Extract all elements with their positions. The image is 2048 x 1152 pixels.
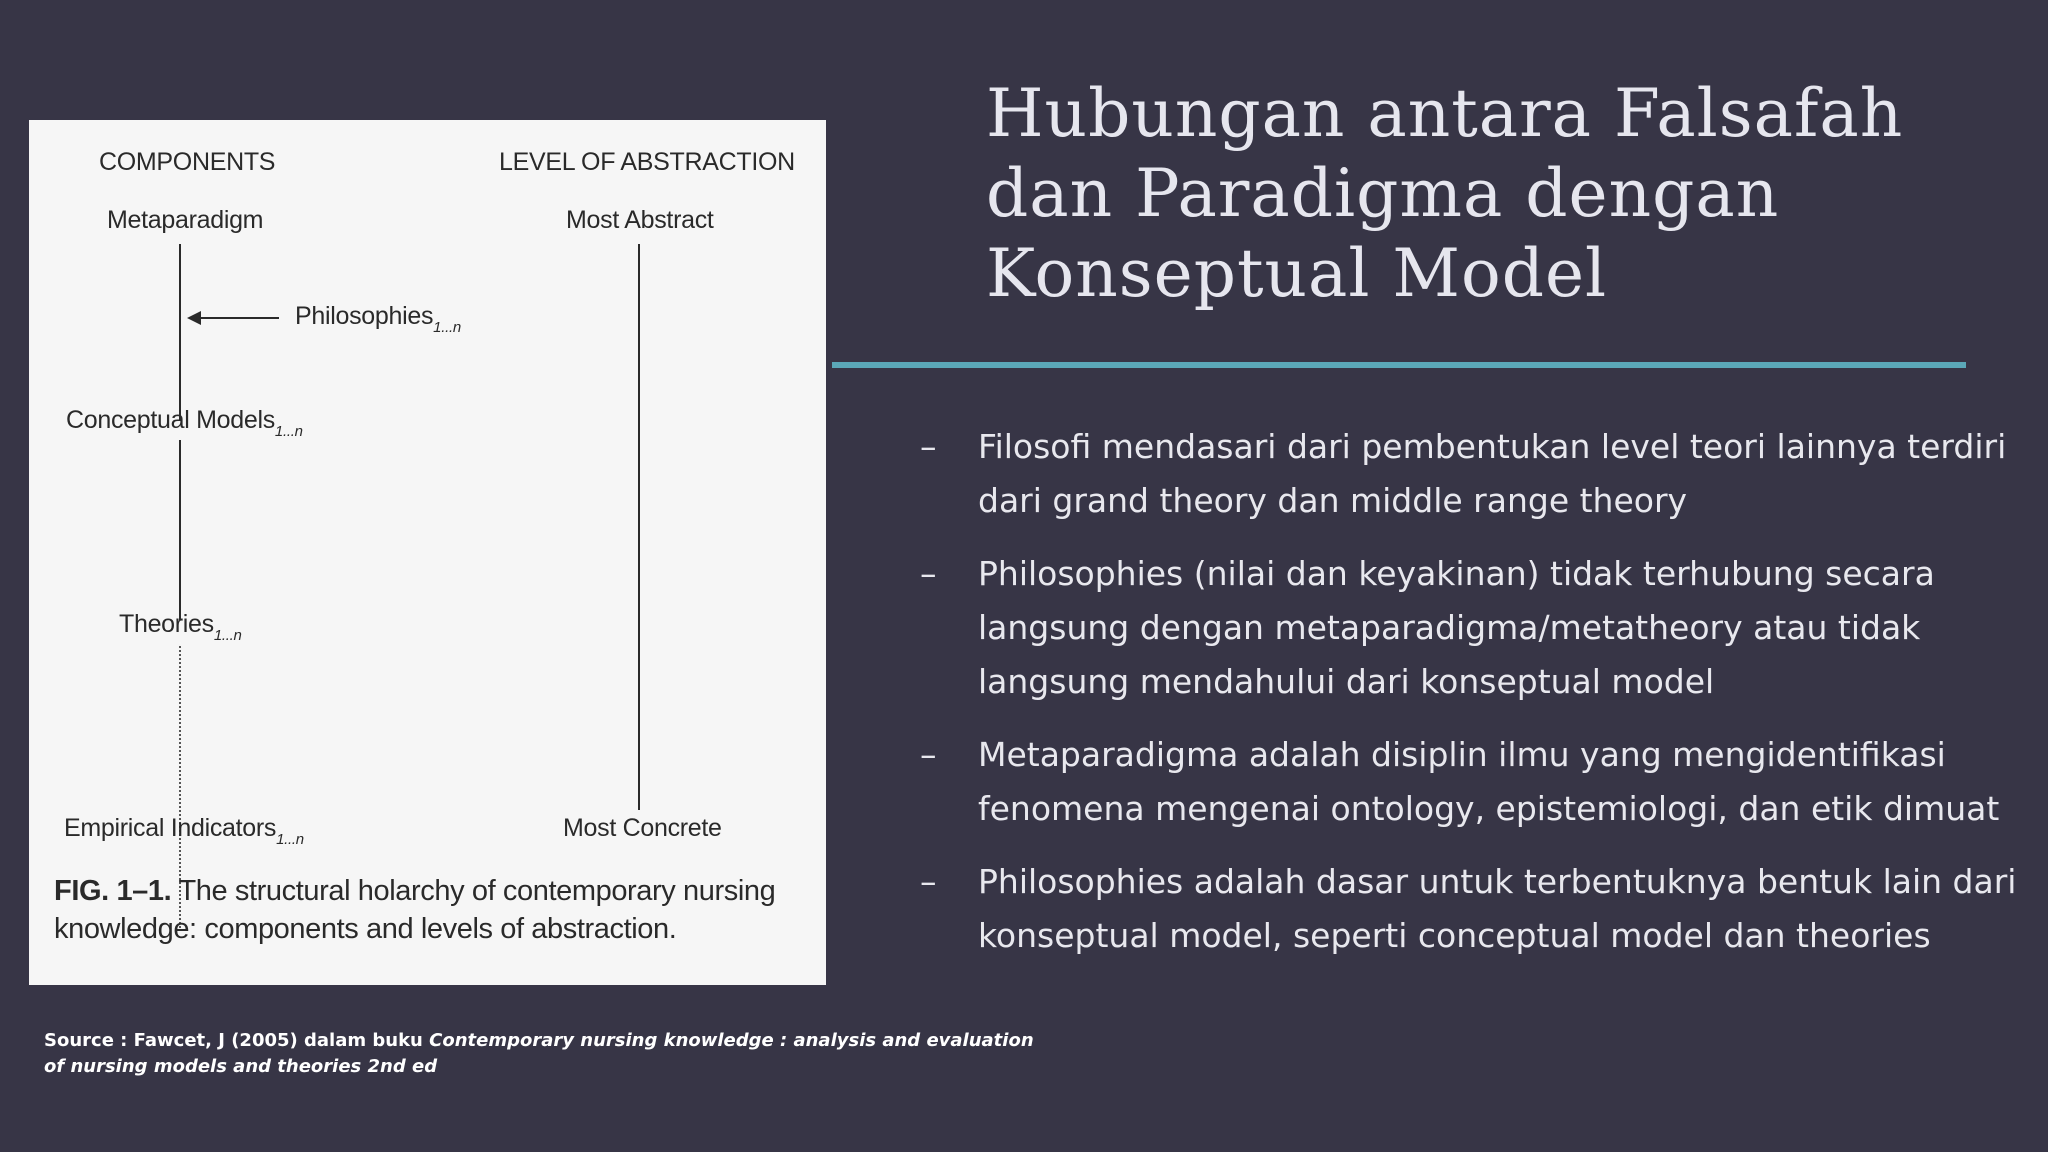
bullet-dash: – bbox=[920, 427, 937, 466]
bullet-dash: – bbox=[920, 862, 937, 901]
bullet-item bbox=[920, 728, 2020, 836]
bullet-list bbox=[920, 420, 2020, 982]
bullet-text: Metaparadigma adalah disiplin ilmu yang mengidentifikasi fenomena mengenai ontology, epistemiologi, dan etik dimuat bbox=[978, 735, 2000, 828]
caption-text: The structural holarchy of contemporary nursing knowledge: components and levels of abstraction. bbox=[54, 875, 776, 945]
figure-panel bbox=[29, 120, 826, 985]
abstraction-scale-line bbox=[638, 244, 640, 810]
header-level-of-abstraction: LEVEL OF ABSTRACTION bbox=[499, 148, 795, 176]
label-conceptual-models: Conceptual Models$_{1...n}$ bbox=[66, 406, 303, 440]
slide-title: Hubungan antara Falsafah dan Paradigma dengan Konseptual Model bbox=[986, 75, 1904, 312]
connector-line bbox=[179, 244, 181, 420]
header-components: COMPONENTS bbox=[99, 148, 276, 176]
bullet-text: Philosophies (nilai dan keyakinan) tidak terhubung secara langsung dengan metaparadigma/metatheory atau tidak langsung mendahului dari konseptual model bbox=[978, 554, 1935, 701]
source-citation bbox=[44, 1028, 1044, 1080]
bullet-item bbox=[920, 547, 2020, 709]
bullet-text: Philosophies adalah dasar untuk terbentuknya bentuk lain dari konseptual model, seperti conceptual model dan theories bbox=[978, 862, 2017, 955]
philosophies-arrow-line bbox=[197, 317, 279, 319]
figure-caption bbox=[54, 872, 814, 948]
label-theories: Theories$_{1...n}$ bbox=[119, 610, 242, 644]
source-book-title: Contemporary nursing knowledge : analysis and evaluation of nursing models and theories 2nd ed bbox=[44, 1030, 1034, 1077]
label-metaparadigm: Metaparadigm bbox=[107, 206, 264, 234]
title-divider bbox=[832, 362, 1966, 368]
bullet-item bbox=[920, 855, 2020, 963]
source-prefix: Source : Fawcet, J (2005) dalam buku bbox=[44, 1030, 430, 1051]
label-most-abstract: Most Abstract bbox=[566, 206, 714, 234]
label-most-concrete: Most Concrete bbox=[563, 814, 722, 842]
label-philosophies: Philosophies$_{1...n}$ bbox=[295, 302, 461, 336]
bullet-dash: – bbox=[920, 554, 937, 593]
bullet-dash: – bbox=[920, 735, 937, 774]
bullet-item bbox=[920, 420, 2020, 528]
connector-line bbox=[179, 440, 181, 620]
caption-label: FIG. 1–1. bbox=[54, 875, 172, 907]
bullet-text: Filosofi mendasari dari pembentukan level teori lainnya terdiri dari grand theory dan middle range theory bbox=[978, 427, 2007, 520]
label-empirical-indicators: Empirical Indicators$_{1...n}$ bbox=[64, 814, 304, 848]
